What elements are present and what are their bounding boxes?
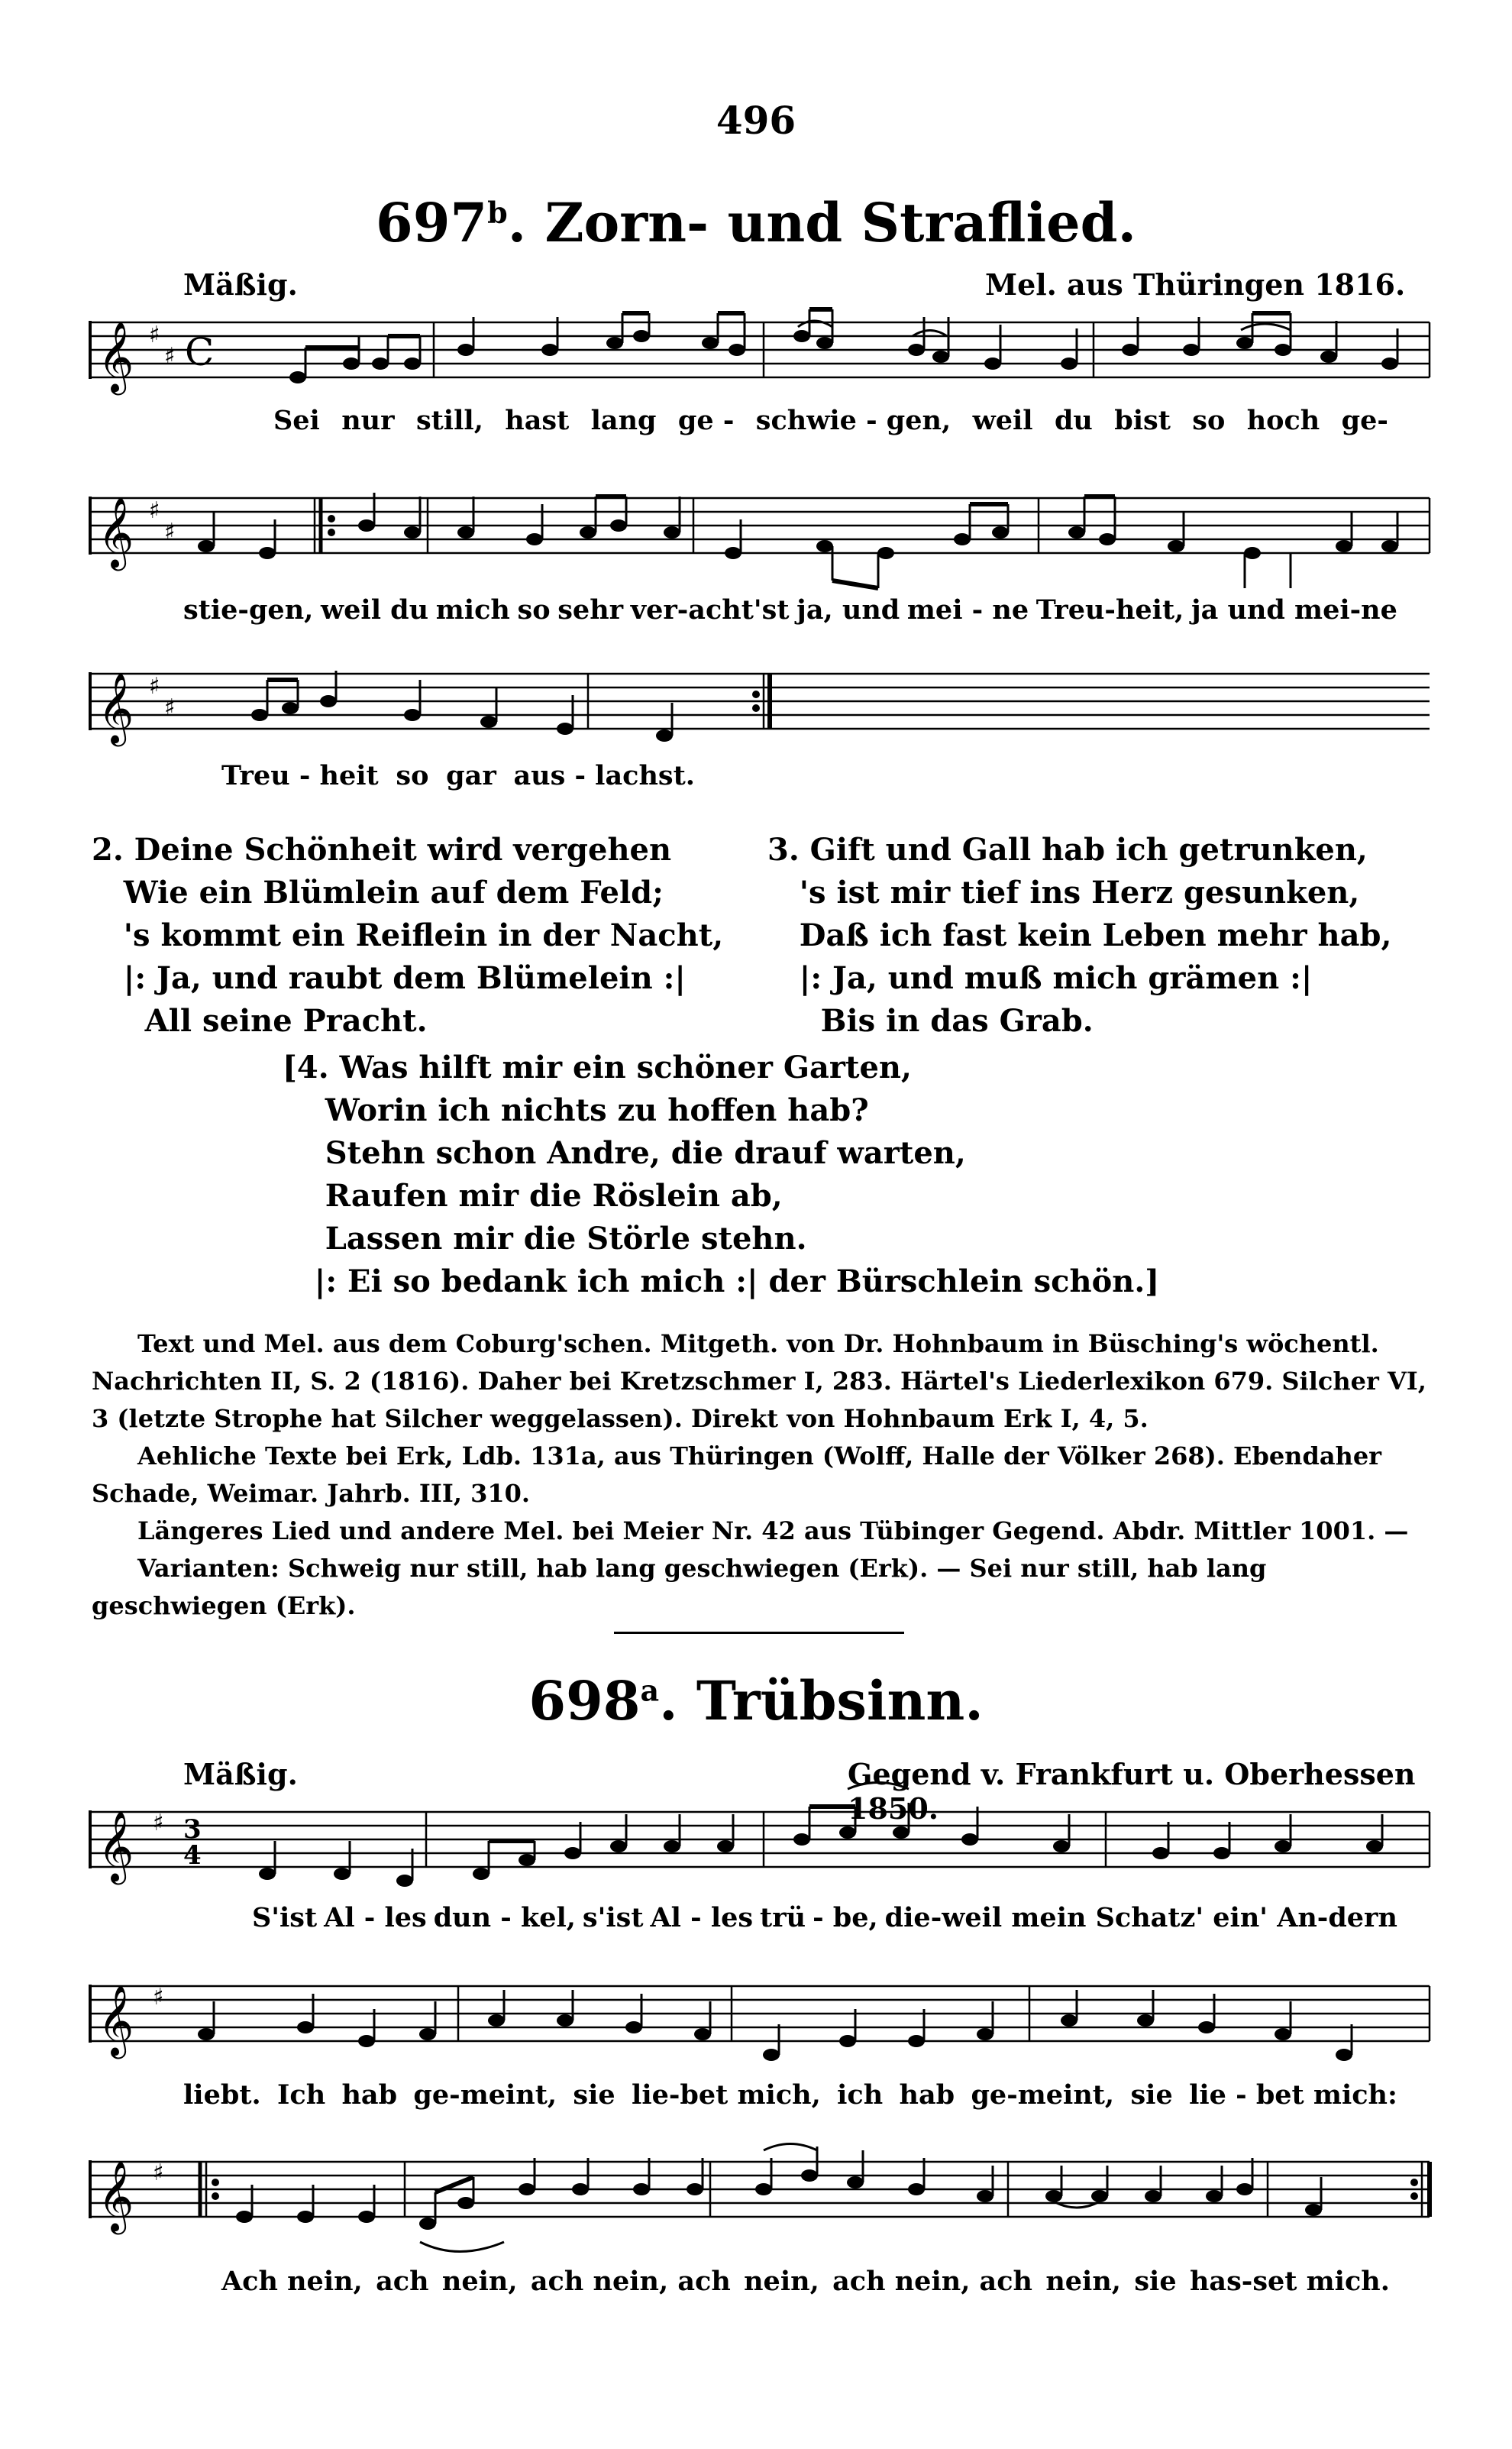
staff-698-2: [90, 1985, 1430, 2043]
verse-line: |: Ja, und muß mich grämen :|: [767, 960, 1313, 996]
verse-line: 2. Deine Schönheit wird vergehen: [92, 832, 672, 868]
lyric-syllable: lie - bet mich:: [1189, 2079, 1397, 2111]
lyric-syllable: ach nein, ach: [530, 2266, 731, 2297]
verse-line: All seine Pracht.: [92, 1003, 428, 1039]
verse-line: Lassen mir die Störle stehn.: [283, 1221, 807, 1257]
svg-text:♯: ♯: [164, 343, 176, 370]
lyric-syllable: hoch: [1246, 405, 1320, 436]
source-notes: [92, 1325, 1428, 1625]
lyric-syllable: ge-: [1341, 405, 1388, 436]
lyric-syllable: hast: [505, 405, 570, 436]
lyric-syllable: S'ist: [252, 1902, 318, 1933]
lyrics-line-697-2: [183, 594, 1397, 626]
verse-2: [92, 829, 723, 1043]
svg-text:𝄞: 𝄞: [98, 1810, 134, 1881]
verse-line: |: Ei so bedank ich mich :| der Bürschlein schön.]: [283, 1263, 1160, 1299]
lyric-syllable: mich: [435, 594, 510, 626]
svg-text:3: 3: [183, 1814, 202, 1845]
section-divider: [614, 1632, 904, 1634]
lyric-syllable: ja, und: [796, 594, 900, 626]
staff-697-2: [90, 497, 1430, 555]
lyric-syllable: sie: [1130, 2079, 1173, 2111]
lyric-syllable: schwie - gen,: [755, 405, 951, 436]
lyrics-line-698-2: [183, 2079, 1397, 2111]
lyric-syllable: dun - kel,: [433, 1902, 576, 1933]
lyric-syllable: die-weil mein Schatz' ein' An-dern: [884, 1902, 1397, 1933]
lyric-syllable: du: [1054, 405, 1093, 436]
verse-line: Raufen mir die Röslein ab,: [283, 1178, 783, 1214]
song-number: 698: [528, 1669, 641, 1732]
melody-source: Mel. aus Thüringen 1816.: [985, 267, 1406, 302]
lyrics-line-697-3: [221, 760, 695, 791]
melody-source: Gegend v. Frankfurt u. Oberhessen 1850.: [848, 1757, 1416, 1826]
verse-line: Bis in das Grab.: [767, 1003, 1094, 1039]
staff-697-1: [90, 321, 1430, 379]
lyric-syllable: ver-acht'st: [630, 594, 790, 626]
svg-text:𝄞: 𝄞: [98, 672, 134, 743]
verse-line: Daß ich fast kein Leben mehr hab,: [767, 917, 1392, 953]
note-paragraph: Text und Mel. aus dem Coburg'schen. Mitgeth. von Dr. Hohnbaum in Büsching's wöchentl. Nachrichten II, S. 2 (1816). Daher bei Kretzschmer I, 283. Härtel's Liederlexikon 679. Silcher VI, 3 (letzte Strophe hat Silcher weggelassen). Direkt von Hohnbaum Erk I, 4, 5.: [92, 1329, 1426, 1433]
lyric-syllable: Sei: [273, 405, 320, 436]
svg-text:♯: ♯: [164, 694, 176, 721]
lyric-syllable: sehr: [557, 594, 624, 626]
song-title-text: Zorn- und Straflied.: [544, 191, 1136, 254]
lyric-syllable: has-set mich.: [1189, 2266, 1390, 2297]
page-number: 496: [716, 98, 796, 143]
lyric-syllable: hab: [899, 2079, 955, 2111]
svg-text:𝄞: 𝄞: [98, 497, 134, 568]
lyrics-line-698-1: [252, 1902, 1397, 1933]
song-number: 697: [376, 191, 488, 254]
note-paragraph: Längeres Lied und andere Mel. bei Meier Nr. 42 aus Tübinger Gegend. Abdr. Mittler 1001. —: [137, 1516, 1409, 1545]
lyric-syllable: weil du: [321, 594, 429, 626]
tempo-marking: Mäßig.: [183, 267, 298, 302]
verse-line: Worin ich nichts zu hoffen hab?: [283, 1092, 869, 1128]
lyric-syllable: ge-meint,: [971, 2079, 1115, 2111]
lyric-syllable: liebt.: [183, 2079, 261, 2111]
song-number-suffix: b: [487, 195, 508, 230]
lyric-syllable: so: [1192, 405, 1226, 436]
lyric-syllable: Treu-heit,: [1035, 594, 1184, 626]
lyric-syllable: hab: [341, 2079, 398, 2111]
lyric-syllable: ja und mei-ne: [1191, 594, 1397, 626]
verse-line: 's kommt ein Reiflein in der Nacht,: [92, 917, 724, 953]
lyric-syllable: ach nein, ach: [832, 2266, 1032, 2297]
svg-text:𝄞: 𝄞: [98, 1985, 134, 2056]
lyric-syllable: aus - lachst.: [513, 760, 695, 791]
variants-paragraph: Varianten: Schweig nur still, hab lang geschwiegen (Erk). — Sei nur still, hab lang geschwiegen (Erk).: [92, 1554, 1267, 1620]
svg-text:C: C: [185, 330, 215, 374]
lyric-syllable: bist: [1114, 405, 1171, 436]
lyric-syllable: so: [396, 760, 429, 791]
lyric-syllable: trü: [760, 1902, 806, 1933]
song-title-text: Trübsinn.: [696, 1669, 984, 1732]
svg-text:♯: ♯: [149, 322, 160, 348]
lyrics-line-698-3: [221, 2266, 1390, 2297]
lyric-syllable: Ach nein,: [221, 2266, 363, 2297]
lyric-syllable: so: [517, 594, 551, 626]
lyric-syllable: mei - ne: [906, 594, 1029, 626]
lyric-syllable: still,: [415, 405, 483, 436]
verse-4: [283, 1047, 1159, 1303]
svg-text:♯: ♯: [164, 519, 176, 545]
svg-text:♯: ♯: [153, 1810, 164, 1836]
lyric-syllable: - be,: [813, 1902, 878, 1933]
lyric-syllable: nein,: [744, 2266, 819, 2297]
song-number-suffix: a: [640, 1673, 660, 1708]
lyric-syllable: stie-gen,: [183, 594, 314, 626]
lyric-syllable: Al - les: [650, 1902, 754, 1933]
lyric-syllable: ge-meint,: [413, 2079, 557, 2111]
svg-text:4: 4: [183, 1840, 202, 1871]
svg-text:𝄞: 𝄞: [98, 2160, 134, 2231]
verse-line: 3. Gift und Gall hab ich getrunken,: [767, 832, 1368, 868]
lyric-syllable: weil: [972, 405, 1033, 436]
lyric-syllable: lang: [590, 405, 657, 436]
lyric-syllable: Al - les: [324, 1902, 427, 1933]
lyric-syllable: sie: [1134, 2266, 1177, 2297]
lyric-syllable: gar: [446, 760, 496, 791]
svg-text:♯: ♯: [153, 2159, 164, 2186]
note-paragraph: Aehliche Texte bei Erk, Ldb. 131a, aus Thüringen (Wolff, Halle der Völker 268). Ebendaher Schade, Weimar. Jahrb. III, 310.: [92, 1441, 1382, 1508]
song-title-698: 698$^a$. Trübsinn.: [528, 1669, 984, 1732]
lyric-syllable: ge -: [677, 405, 735, 436]
verse-line: 's ist mir tief ins Herz gesunken,: [767, 875, 1360, 911]
verse-line: [4. Was hilft mir ein schöner Garten,: [283, 1050, 912, 1085]
svg-text:♯: ♯: [149, 497, 160, 524]
svg-text:♯: ♯: [149, 673, 160, 700]
lyric-syllable: nein,: [1045, 2266, 1121, 2297]
lyrics-line-697-1: [273, 405, 1388, 436]
lyric-syllable: Ich: [277, 2079, 326, 2111]
verse-line: Stehn schon Andre, die drauf warten,: [283, 1135, 966, 1171]
verse-3: [767, 829, 1391, 1043]
tempo-marking: Mäßig.: [183, 1757, 298, 1791]
lyric-syllable: sie: [573, 2079, 615, 2111]
verse-line: |: Ja, und raubt dem Blümelein :|: [92, 960, 686, 996]
lyric-syllable: nur: [341, 405, 395, 436]
lyric-syllable: s'ist: [582, 1902, 644, 1933]
lyric-syllable: nein,: [441, 2266, 518, 2297]
song-title-697: 697$^b$. Zorn- und Straflied.: [376, 191, 1136, 254]
lyric-syllable: ach: [376, 2266, 429, 2297]
svg-text:♯: ♯: [153, 1984, 164, 2011]
lyric-syllable: lie-bet mich,: [632, 2079, 821, 2111]
lyric-syllable: Treu - heit: [221, 760, 379, 791]
lyric-syllable: ich: [837, 2079, 884, 2111]
verse-line: Wie ein Blümlein auf dem Feld;: [92, 875, 664, 911]
svg-text:𝄞: 𝄞: [98, 321, 134, 392]
